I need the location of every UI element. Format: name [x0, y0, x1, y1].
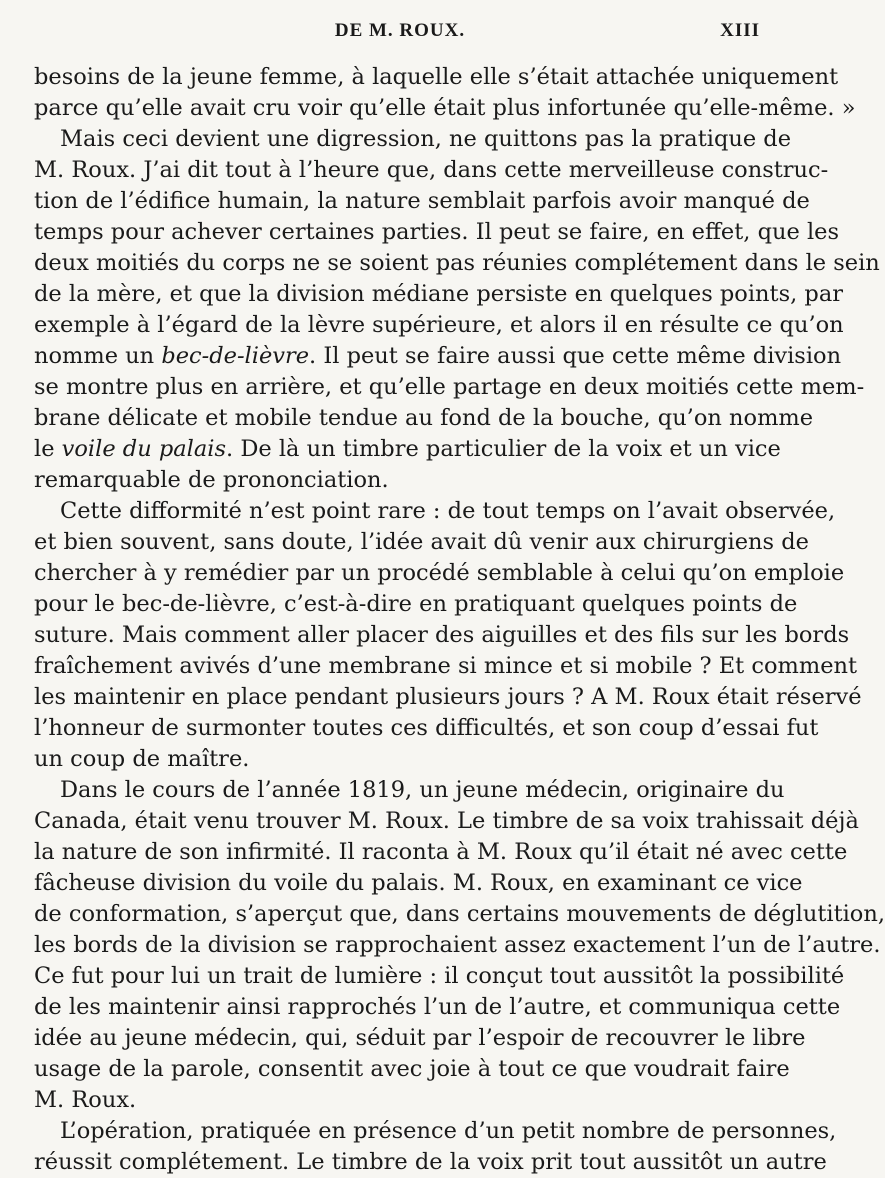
- text-run: besoins de la jeune femme, à laquelle elle s’était attachée uniquement: [34, 64, 839, 90]
- text-run: fraîchement avivés d’une membrane si mince et si mobile ? Et comment: [34, 653, 858, 679]
- italic-term: bec-de-lièvre: [161, 343, 310, 369]
- text-run: tion de l’édifice humain, la nature semblait parfois avoir manqué de: [34, 188, 810, 214]
- text-line: [34, 527, 809, 558]
- text-line: [34, 1023, 806, 1054]
- text-line: [34, 248, 880, 279]
- paragraph: [34, 496, 862, 775]
- text-line: [34, 713, 819, 744]
- text-run: et bien souvent, sans doute, l’idée avait dû venir aux chirurgiens de: [34, 529, 809, 555]
- text-line: [34, 124, 792, 155]
- text-line: [34, 775, 785, 806]
- text-run: Canada, était venu trouver M. Roux. Le timbre de sa voix trahissait déjà: [34, 808, 859, 834]
- text-run: pour le bec-de-lièvre, c’est-à-dire en pratiquant quelques points de: [34, 591, 798, 617]
- text-line: [34, 496, 836, 527]
- text-line: [34, 961, 845, 992]
- text-run: Mais ceci devient une digression, ne quittons pas la pratique de: [60, 126, 792, 152]
- text-run: Ce fut pour lui un trait de lumière : il conçut tout aussitôt la possibilité: [34, 963, 845, 989]
- text-line: [34, 310, 844, 341]
- paragraph: [34, 124, 880, 496]
- text-line: [34, 403, 814, 434]
- text-line: [34, 620, 850, 651]
- text-line: [34, 899, 885, 930]
- text-line: [34, 465, 768, 496]
- text-line: [34, 434, 781, 465]
- text-line: [34, 992, 841, 1023]
- body-text: [34, 62, 885, 1178]
- text-run: Cette difformité n’est point rare : de tout temps on l’avait observée,: [60, 498, 836, 524]
- text-line: [34, 217, 840, 248]
- text-run: suture. Mais comment aller placer des aiguilles et des fils sur les bords: [34, 622, 850, 648]
- text-run: le: [34, 436, 62, 462]
- text-run: les maintenir en place pendant plusieurs jours ? A M. Roux était réservé: [34, 684, 862, 710]
- text-line: [34, 868, 803, 899]
- text-line: [34, 279, 844, 310]
- text-line: [34, 186, 810, 217]
- text-run: nomme un: [34, 343, 162, 369]
- italic-term: voile du palais: [61, 436, 227, 462]
- text-run: de la mère, et que la division médiane persiste en quelques points, par: [34, 281, 844, 307]
- text-run: usage de la parole, consentit avec joie à tout ce que voudrait faire: [34, 1056, 790, 1082]
- text-run: Dans le cours de l’année 1819, un jeune médecin, originaire du: [60, 777, 785, 803]
- text-line: [34, 837, 848, 868]
- text-run: la nature de son infirmité. Il raconta à M. Roux qu’il était né avec cette: [34, 839, 848, 865]
- text-run: temps pour achever certaines parties. Il peut se faire, en effet, que les: [34, 219, 840, 245]
- text-run: deux moitiés du corps ne se soient pas réunies complétement dans le sein: [34, 250, 880, 276]
- text-line: [34, 93, 856, 124]
- page-number: XIII: [720, 20, 760, 41]
- paragraph: [34, 62, 856, 124]
- text-line: [34, 62, 839, 93]
- paragraph: [34, 1116, 837, 1178]
- text-run: brane délicate et mobile tendue au fond de la bouche, qu’on nomme: [34, 405, 814, 431]
- text-run: idée au jeune médecin, qui, séduit par l’espoir de recouvrer le libre: [34, 1025, 806, 1051]
- text-line: [34, 1116, 837, 1147]
- text-line: [34, 806, 859, 837]
- text-line: [34, 930, 881, 961]
- text-line: [34, 341, 842, 372]
- text-line: [34, 372, 865, 403]
- text-run: se montre plus en arrière, et qu’elle partage en deux moitiés cette mem-: [34, 374, 865, 400]
- text-run: réussit complétement. Le timbre de la voix prit tout aussitôt un autre: [34, 1149, 827, 1175]
- text-run: les bords de la division se rapprochaient assez exactement l’un de l’autre.: [34, 932, 881, 958]
- text-run: parce qu’elle avait cru voir qu’elle était plus infortunée qu’elle-même. »: [34, 95, 856, 121]
- text-run: L’opération, pratiquée en présence d’un petit nombre de personnes,: [60, 1118, 837, 1144]
- text-run: M. Roux. J’ai dit tout à l’heure que, dans cette merveilleuse construc-: [34, 157, 829, 183]
- text-line: [34, 558, 845, 589]
- running-title: DE M. ROUX.: [334, 20, 466, 41]
- text-line: [34, 1054, 790, 1085]
- text-run: de les maintenir ainsi rapprochés l’un de l’autre, et communiqua cette: [34, 994, 841, 1020]
- text-line: [34, 682, 862, 713]
- running-head: [0, 14, 800, 44]
- text-line: [34, 155, 829, 186]
- text-line: [34, 744, 768, 775]
- text-run: M. Roux.: [34, 1087, 137, 1113]
- text-line: [34, 589, 798, 620]
- text-run: . Il peut se faire aussi que cette même division: [309, 343, 842, 369]
- text-run: exemple à l’égard de la lèvre supérieure, et alors il en résulte ce qu’on: [34, 312, 844, 338]
- text-line: [34, 1085, 768, 1116]
- text-line: [34, 1147, 827, 1178]
- paragraph: [34, 775, 885, 1116]
- text-run: un coup de maître.: [34, 746, 250, 772]
- text-line: [34, 651, 858, 682]
- text-run: fâcheuse division du voile du palais. M. Roux, en examinant ce vice: [34, 870, 803, 896]
- text-run: chercher à y remédier par un procédé semblable à celui qu’on emploie: [34, 560, 845, 586]
- text-run: l’honneur de surmonter toutes ces difficultés, et son coup d’essai fut: [34, 715, 819, 741]
- text-run: remarquable de prononciation.: [34, 467, 389, 493]
- text-run: de conformation, s’aperçut que, dans certains mouvements de déglutition,: [34, 901, 885, 927]
- text-run: . De là un timbre particulier de la voix et un vice: [226, 436, 781, 462]
